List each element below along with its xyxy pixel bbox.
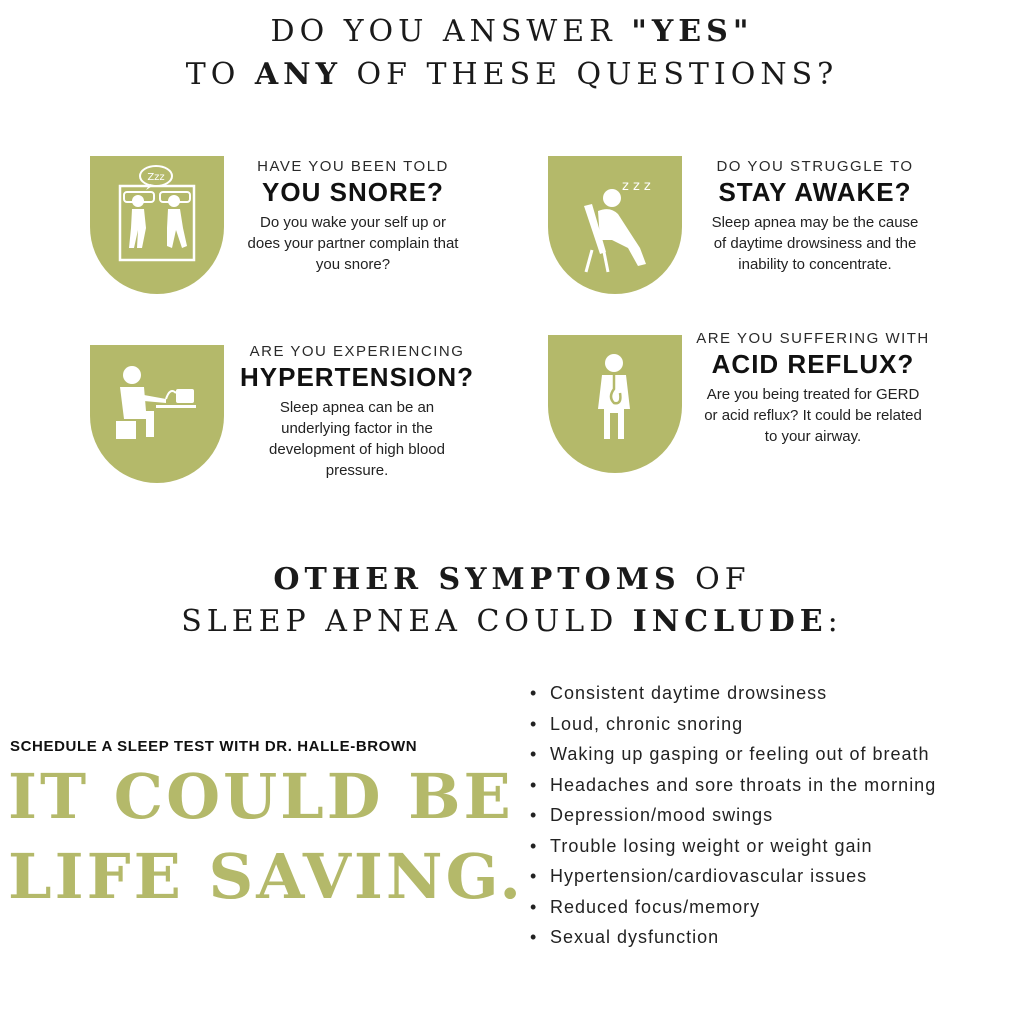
card-acid-reflux <box>668 330 958 447</box>
card-snore-title: YOU SNORE? <box>262 177 444 207</box>
card-stay-awake-kicker: DO YOU STRUGGLE TO <box>716 158 914 175</box>
snore-badge <box>90 156 224 294</box>
headline-line-2 <box>0 57 1024 92</box>
couple-sleeping-icon <box>90 156 224 294</box>
list-item: • Trouble losing weight or weight gain <box>530 831 1020 862</box>
headline-line-1-pre: DO YOU ANSWER <box>270 14 632 49</box>
headline-line-2-pre: TO <box>185 57 255 92</box>
list-item: • Waking up gasping or feeling out of breath <box>530 739 1020 770</box>
list-item: • Sexual dysfunction <box>530 922 1020 953</box>
card-hypertension <box>212 343 502 481</box>
cta-line-1: IT COULD BE <box>8 760 514 833</box>
list-item: • Reduced focus/memory <box>530 892 1020 923</box>
list-item: • Consistent daytime drowsiness <box>530 678 1020 709</box>
blood-pressure-icon <box>90 345 224 483</box>
symptoms-heading-line-2 <box>0 604 1024 639</box>
stomach-body-icon <box>548 335 682 473</box>
hypertension-badge <box>90 345 224 483</box>
card-acid-reflux-body: Are you being treated for GERD or acid reflux? It could be related to your airway. <box>704 386 922 445</box>
drowsy-person-icon <box>548 156 682 294</box>
cta-line-2: LIFE SAVING. <box>8 840 524 913</box>
acid-reflux-badge <box>548 335 682 473</box>
list-item: • Depression/mood swings <box>530 800 1020 831</box>
headline-yes: "YES" <box>631 14 754 49</box>
list-item: • Headaches and sore throats in the morning <box>530 770 1020 801</box>
stay-awake-badge <box>548 156 682 294</box>
headline-line-1 <box>0 14 1024 49</box>
card-stay-awake-title: STAY AWAKE? <box>718 177 912 207</box>
zzz-text: z z z <box>622 179 651 194</box>
symptoms-heading-pre: SLEEP APNEA COULD <box>181 604 633 639</box>
list-item: • Hypertension/cardiovascular issues <box>530 861 1020 892</box>
symptoms-heading-line-1 <box>0 562 1024 597</box>
card-stay-awake <box>670 158 960 275</box>
symptoms-heading-colon: : <box>827 604 843 639</box>
headline-any: ANY <box>254 57 343 92</box>
card-hypertension-title: HYPERTENSION? <box>239 362 475 392</box>
card-stay-awake-body: Sleep apnea may be the cause of daytime drowsiness and the inability to concentrate. <box>711 214 919 273</box>
card-snore-kicker: HAVE YOU BEEN TOLD <box>257 158 449 175</box>
card-hypertension-body: Sleep apnea can be an underlying factor in the development of high blood pressure. <box>269 399 445 479</box>
card-snore <box>208 158 498 275</box>
symptoms-heading-of: OF <box>680 562 751 597</box>
symptoms-heading-include: INCLUDE <box>632 604 828 639</box>
card-hypertension-kicker: ARE YOU EXPERIENCING <box>249 343 465 360</box>
schedule-text: SCHEDULE A SLEEP TEST WITH DR. HALLE-BROWN <box>10 738 418 755</box>
symptoms-heading-bold: OTHER SYMPTOMS <box>273 562 681 597</box>
card-acid-reflux-kicker: ARE YOU SUFFERING WITH <box>696 330 930 347</box>
card-acid-reflux-title: ACID REFLUX? <box>711 349 915 379</box>
card-snore-body: Do you wake your self up or does your partner complain that you snore? <box>247 214 459 273</box>
symptom-list <box>530 678 1020 953</box>
list-item: • Loud, chronic snoring <box>530 709 1020 740</box>
headline-line-2-post: OF THESE QUESTIONS? <box>342 57 839 92</box>
zzz-bubble-text: Zzz <box>147 172 165 183</box>
